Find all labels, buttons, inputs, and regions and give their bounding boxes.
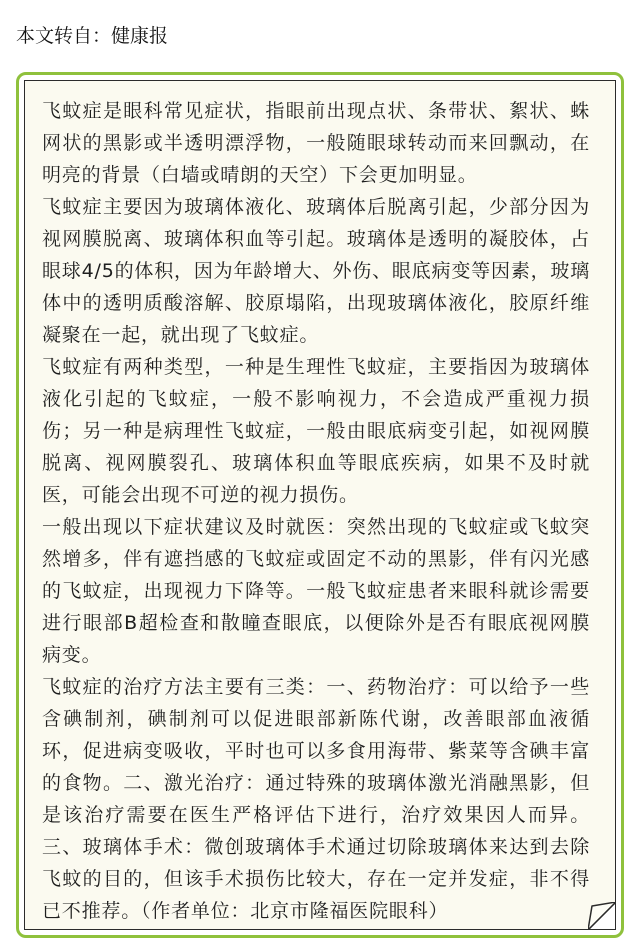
source-attribution: 本文转自：健康报 [16,25,169,47]
article-paragraph-3: 飞蚊症有两种类型，一种是生理性飞蚊症，主要指因为玻璃体液化引起的飞蚊症，一般不影响视力，不会造成严重视力损伤；另一种是病理性飞蚊症，一般由眼底病变引起，如视网膜脱离、视网膜裂孔、玻璃体积血等眼底疾病，如果不及时就医，可能会出现不可逆的视力损伤。 [42,356,590,506]
article-paragraph-5: 飞蚊症的治疗方法主要有三类：一、药物治疗：可以给予一些含碘制剂，碘制剂可以促进眼部新陈代谢，改善眼部血液循环，促进病变吸收，平时也可以多食用海带、紫菜等含碘丰富的食物。二、激光治疗：通过特殊的玻璃体激光消融黑影，但是该治疗需要在医生严格评估下进行，治疗效果因人而异。三、玻璃体手术：微创玻璃体手术通过切除玻璃体来达到去除飞蚊的目的，但该手术损伤比较大，存在一定并发症，非不得已不推荐。（作者单位：北京市隆福医院眼科） [42,676,590,922]
article-card [24,80,616,930]
article-card-frame [16,72,624,938]
article-paragraph-1: 飞蚊症是眼科常见症状，指眼前出现点状、条带状、絮状、蛛网状的黑影或半透明漂浮物，一般随眼球转动而来回飘动，在明亮的背景（白墙或晴朗的天空）下会更加明显。 [42,100,590,186]
page-curl-corner-icon [588,902,616,930]
article-paragraph-2: 飞蚊症主要因为玻璃体液化、玻璃体后脱离引起，少部分因为视网膜脱离、玻璃体积血等引起。玻璃体是透明的凝胶体，占眼球4/5的体积，因为年龄增大、外伤、眼底病变等因素，玻璃体中的透明质酸溶解、胶原塌陷，出现玻璃体液化，胶原纤维凝聚在一起，就出现了飞蚊症。 [42,196,590,346]
article-paragraph-4: 一般出现以下症状建议及时就医：突然出现的飞蚊症或飞蚊突然增多，伴有遮挡感的飞蚊症或固定不动的黑影，伴有闪光感的飞蚊症，出现视力下降等。一般飞蚊症患者来眼科就诊需要进行眼部B超检查和散瞳查眼底，以便除外是否有眼底视网膜病变。 [42,516,590,666]
article-body [42,95,590,927]
